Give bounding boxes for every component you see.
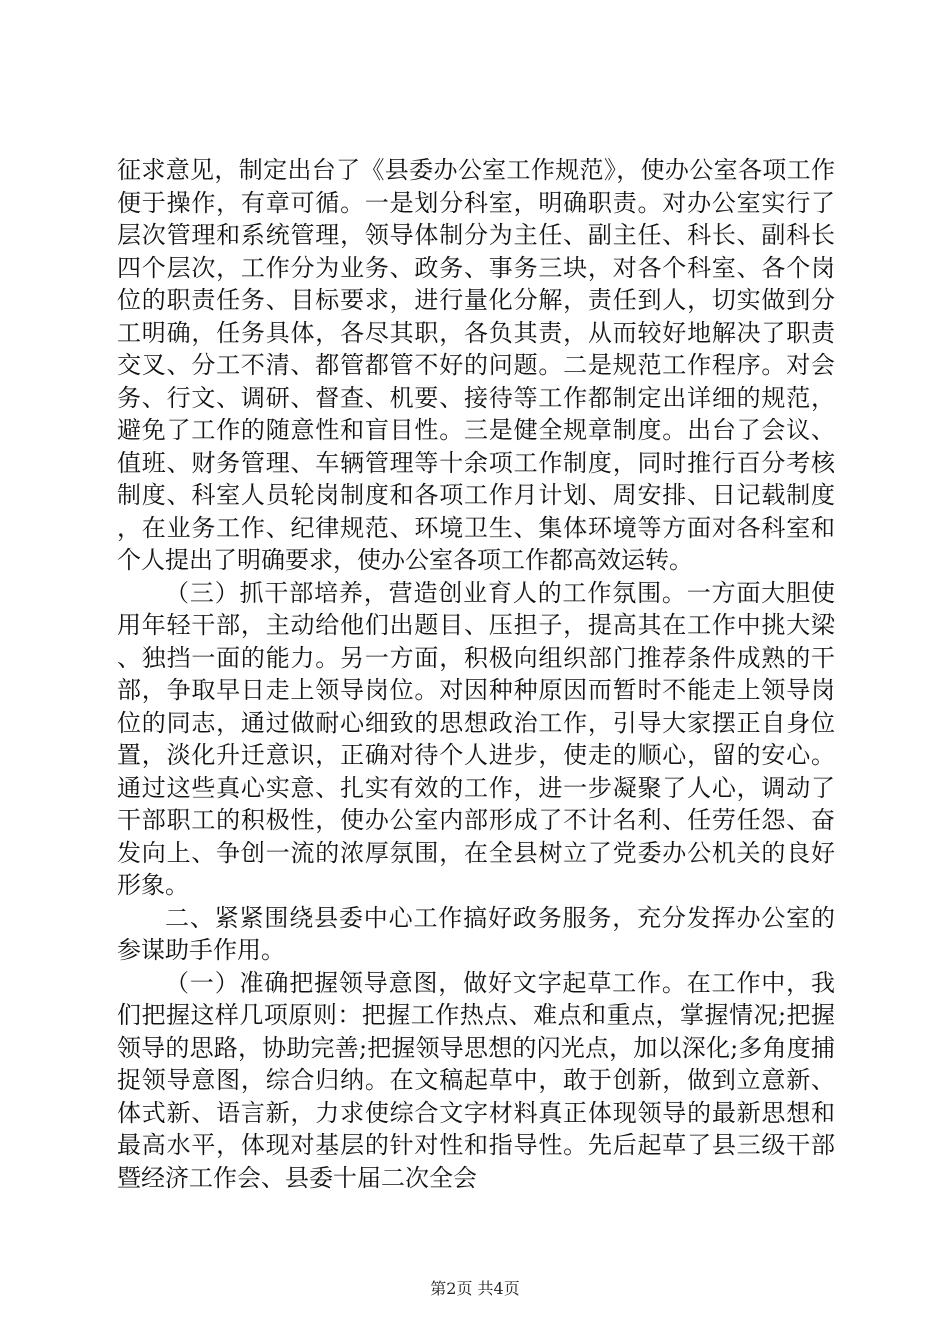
- body-paragraph-4: （一）准确把握领导意图，做好文字起草工作。在工作中，我们把握这样几项原则：把握工作热点、难点和重点，掌握情况;把握领导的思路，协助完善;把握领导思想的闪光点，加以深化;多角度捕捉领导意图，综合归纳。在文稿起草中，敢于创新，做到立意新、体式新、语言新，力求使综合文字材料真正体现领导的最新思想和最高水平，体现对基层的针对性和指导性。先后起草了县三级干部暨经济工作会、县委十届二次全会: [117, 968, 835, 1192]
- page-number-footer: 第2页 共4页: [430, 1279, 520, 1298]
- document-body: [117, 154, 835, 1194]
- body-paragraph-2: （三）抓干部培养，营造创业育人的工作氛围。一方面大胆使用年轻干部，主动给他们出题目、压担子，提高其在工作中挑大梁、独挡一面的能力。另一方面，积极向组织部门推荐条件成熟的干部，争取早日走上领导岗位。对因种种原因而暂时不能走上领导岗位的同志，通过做耐心细致的思想政治工作，引导大家摆正自身位置，淡化升迁意识，正确对待个人进步，使走的顺心，留的安心。通过这些真心实意、扎实有效的工作，进一步凝聚了人心，调动了干部职工的积极性，使办公室内部形成了不计名利、任劳任怨、奋发向上、争创一流的浓厚氛围，在全县树立了党委办公机关的良好形象。: [117, 578, 835, 899]
- body-paragraph-3: 二、紧紧围绕县委中心工作搞好政务服务，充分发挥办公室的参谋助手作用。: [117, 903, 835, 964]
- body-paragraph-1: 征求意见，制定出台了《县委办公室工作规范》，使办公室各项工作便于操作，有章可循。一是划分科室，明确职责。对办公室实行了层次管理和系统管理，领导体制分为主任、副主任、科长、副科长四个层次，工作分为业务、政务、事务三块，对各个科室、各个岗位的职责任务、目标要求，进行量化分解，责任到人，切实做到分工明确，任务具体，各尽其职，各负其责，从而较好地解决了职责交叉、分工不清、都管都管不好的问题。二是规范工作程序。对会务、行文、调研、督查、机要、接待等工作都制定出详细的规范，避免了工作的随意性和盲目性。三是健全规章制度。出台了会议、值班、财务管理、车辆管理等十余项工作制度，同时推行百分考核制度、科室人员轮岗制度和各项工作月计划、周安排、日记载制度，在业务工作、纪律规范、环境卫生、集体环境等方面对各科室和个人提出了明确要求，使办公室各项工作都高效运转。: [117, 156, 835, 574]
